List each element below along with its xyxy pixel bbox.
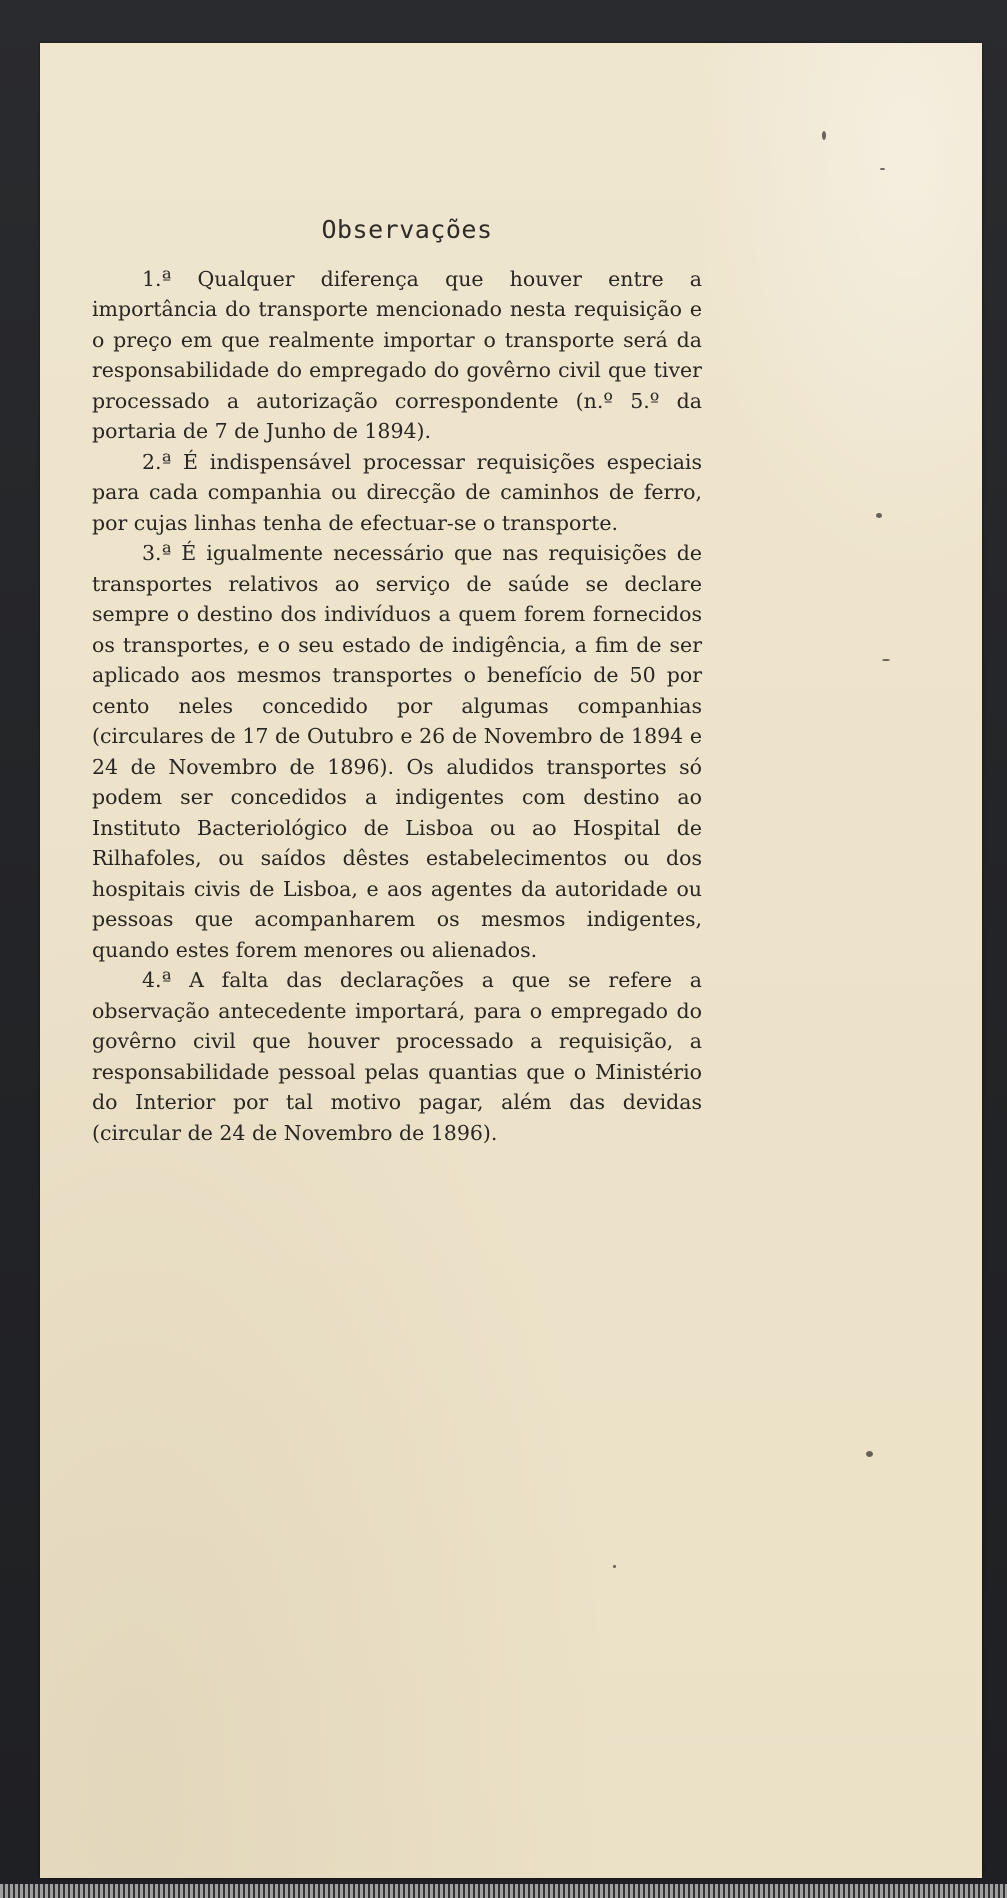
document-body xyxy=(92,163,702,1148)
paper-speck xyxy=(822,131,826,140)
observation-2: 2.ª É indispensável processar requisições especiais para cada companhia ou direcção de caminhos de ferro, por cujas linhas tenha de efectuar-se o transporte. xyxy=(92,449,702,535)
paper-speck xyxy=(880,168,885,170)
paper-speck xyxy=(882,659,890,661)
paper-speck xyxy=(876,513,882,518)
paper-speck xyxy=(613,1565,616,1568)
paper-speck xyxy=(866,1451,873,1457)
scan-color-ruler xyxy=(0,1884,1007,1898)
document-page xyxy=(40,43,982,1878)
observation-3: 3.ª É igualmente necessário que nas requisições de transportes relativos ao serviço de saúde se declare sempre o destino dos indivíduos a quem forem fornecidos os transportes, e o seu estado de indigência, a fim de ser aplicado aos mesmos transportes o benefício de 50 por cento neles concedido por algumas companhias (circulares de 17 de Outubro e 26 de Novembro de 1894 e 24 de Novembro de 1896). Os aludidos transportes só podem ser concedidos a indigentes com destino ao Instituto Bacteriológico de Lisboa ou ao Hospital de Rilhafoles, ou saídos dêstes estabelecimentos ou dos hospitais civis de Lisboa, e aos agentes da autoridade ou pessoas que acompanharem os mesmos indigentes, quando estes forem menores ou alienados. xyxy=(92,541,702,962)
document-title: Observações xyxy=(321,215,493,244)
observation-4: 4.ª A falta das declarações a que se refere a observação antecedente importará, para o empregado do govêrno civil que houver processado a requisição, a responsabilidade pessoal pelas quantias que o Ministério do Interior por tal motivo pagar, além das devidas (circular de 24 de Novembro de 1896). xyxy=(92,968,702,1145)
observation-1: 1.ª Qualquer diferença que houver entre a importância do transporte mencionado nesta requisição e o preço em que realmente importar o transporte será da responsabilidade do empregado do govêrno civil que tiver processado a autorização correspondente (n.º 5.º da portaria de 7 de Junho de 1894). xyxy=(92,266,702,443)
